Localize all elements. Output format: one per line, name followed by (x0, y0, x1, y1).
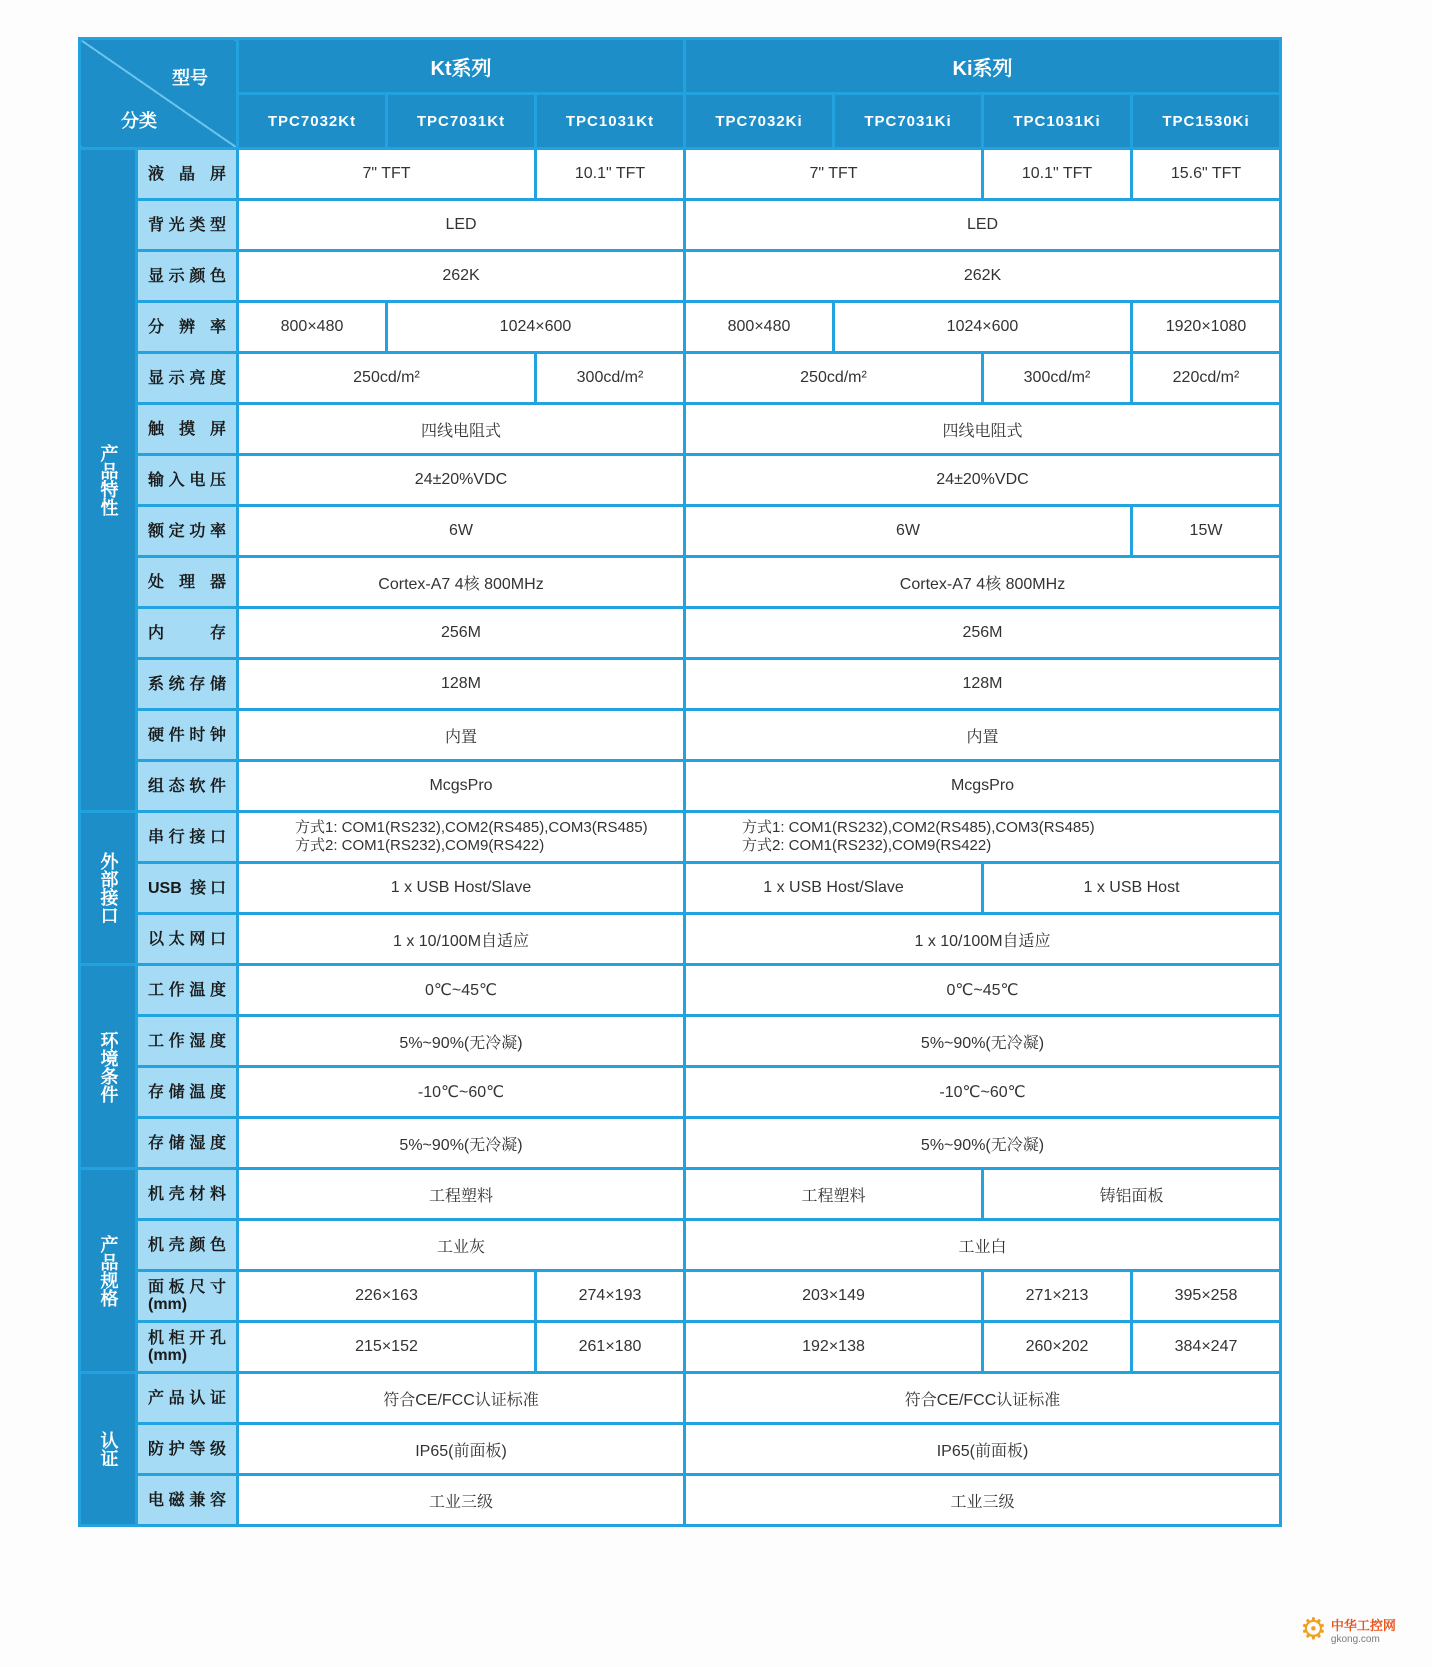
spec-value: 300cd/m² (536, 353, 685, 404)
row-label: 机柜开孔(mm) (137, 1322, 238, 1373)
row-label: 机壳材料 (137, 1169, 238, 1220)
spec-value: 0℃~45℃ (685, 965, 1281, 1016)
spec-row (80, 608, 1281, 659)
row-label: 触摸屏 (137, 404, 238, 455)
spec-value: 5%~90%(无冷凝) (238, 1118, 685, 1169)
spec-value: 内置 (685, 710, 1281, 761)
row-label: 工作湿度 (137, 1016, 238, 1067)
spec-value: 内置 (238, 710, 685, 761)
spec-row (80, 710, 1281, 761)
model-header: TPC1031Kt (536, 94, 685, 149)
spec-value: 260×202 (983, 1322, 1132, 1373)
row-label: 处理器 (137, 557, 238, 608)
watermark-logo (1300, 1615, 1396, 1645)
spec-value: 7" TFT (685, 149, 983, 200)
row-label: 机壳颜色 (137, 1220, 238, 1271)
spec-value: 工业灰 (238, 1220, 685, 1271)
spec-row (80, 761, 1281, 812)
row-label: 液晶屏 (137, 149, 238, 200)
spec-value: 工业白 (685, 1220, 1281, 1271)
spec-value: -10℃~60℃ (685, 1067, 1281, 1118)
spec-value: 1024×600 (834, 302, 1132, 353)
row-label: 存储湿度 (137, 1118, 238, 1169)
spec-value: 1 x USB Host (983, 863, 1281, 914)
spec-value: IP65(前面板) (238, 1424, 685, 1475)
spec-value: 300cd/m² (983, 353, 1132, 404)
spec-value (238, 812, 685, 863)
spec-value: 250cd/m² (685, 353, 983, 404)
spec-value: 工程塑料 (685, 1169, 983, 1220)
spec-value: 192×138 (685, 1322, 983, 1373)
spec-value: 7" TFT (238, 149, 536, 200)
spec-value: 工程塑料 (238, 1169, 685, 1220)
group-label: 产品特性 (80, 149, 137, 812)
watermark-domain: gkong.com (1330, 1634, 1380, 1645)
spec-value: 262K (238, 251, 685, 302)
spec-value: 四线电阻式 (685, 404, 1281, 455)
spec-value-line: 方式2: COM1(RS232),COM9(RS422) (742, 837, 992, 854)
spec-row (80, 200, 1281, 251)
model-header: TPC7031Kt (387, 94, 536, 149)
spec-row (80, 455, 1281, 506)
group-label: 外部接口 (80, 812, 137, 965)
spec-value: 符合CE/FCC认证标准 (685, 1373, 1281, 1424)
spec-value: 274×193 (536, 1271, 685, 1322)
spec-row (80, 914, 1281, 965)
row-label: USB 接口 (137, 863, 238, 914)
spec-value: 铸铝面板 (983, 1169, 1281, 1220)
spec-value: 800×480 (238, 302, 387, 353)
spec-value: LED (238, 200, 685, 251)
spec-value (685, 812, 1281, 863)
spec-row (80, 1220, 1281, 1271)
spec-value: 10.1" TFT (536, 149, 685, 200)
spec-value: 1 x USB Host/Slave (238, 863, 685, 914)
group-label: 产品规格 (80, 1169, 137, 1373)
row-label: 背光类型 (137, 200, 238, 251)
spec-value: 384×247 (1132, 1322, 1281, 1373)
spec-value: 24±20%VDC (685, 455, 1281, 506)
row-label: 以太网口 (137, 914, 238, 965)
row-label: 内存 (137, 608, 238, 659)
spec-value: 128M (238, 659, 685, 710)
spec-row (80, 302, 1281, 353)
spec-value: 128M (685, 659, 1281, 710)
spec-value: McgsPro (238, 761, 685, 812)
spec-value: 395×258 (1132, 1271, 1281, 1322)
spec-value: 1024×600 (387, 302, 685, 353)
spec-value-line: 方式1: COM1(RS232),COM2(RS485),COM3(RS485) (742, 819, 1095, 836)
spec-value: 5%~90%(无冷凝) (685, 1118, 1281, 1169)
spec-value: 5%~90%(无冷凝) (685, 1016, 1281, 1067)
spec-row (80, 404, 1281, 455)
spec-row (80, 1373, 1281, 1424)
row-label: 硬件时钟 (137, 710, 238, 761)
model-header: TPC7031Ki (834, 94, 983, 149)
spec-row (80, 149, 1281, 200)
group-label: 认证 (80, 1373, 137, 1526)
spec-row (80, 1016, 1281, 1067)
spec-value: 15W (1132, 506, 1281, 557)
row-label: 电磁兼容 (137, 1475, 238, 1526)
spec-value: Cortex-A7 4核 800MHz (685, 557, 1281, 608)
spec-row (80, 353, 1281, 404)
spec-value: -10℃~60℃ (238, 1067, 685, 1118)
spec-value: 5%~90%(无冷凝) (238, 1016, 685, 1067)
group-label: 环境条件 (80, 965, 137, 1169)
spec-value: 符合CE/FCC认证标准 (238, 1373, 685, 1424)
spec-row (80, 863, 1281, 914)
row-label: 输入电压 (137, 455, 238, 506)
spec-row (80, 659, 1281, 710)
spec-body (80, 149, 1281, 1526)
model-header: TPC1031Ki (983, 94, 1132, 149)
row-label: 串行接口 (137, 812, 238, 863)
row-label: 组态软件 (137, 761, 238, 812)
spec-value: 24±20%VDC (238, 455, 685, 506)
row-label: 显示亮度 (137, 353, 238, 404)
spec-value: 250cd/m² (238, 353, 536, 404)
spec-row (80, 1475, 1281, 1526)
row-label: 显示颜色 (137, 251, 238, 302)
spec-value-line: 方式2: COM1(RS232),COM9(RS422) (295, 837, 545, 854)
spec-row (80, 557, 1281, 608)
spec-value: 1 x 10/100M自适应 (238, 914, 685, 965)
spec-row (80, 1271, 1281, 1322)
spec-value: 6W (685, 506, 1132, 557)
corner-model-label: 型号 (172, 68, 208, 88)
row-label: 产品认证 (137, 1373, 238, 1424)
spec-value: 215×152 (238, 1322, 536, 1373)
spec-value: 四线电阻式 (238, 404, 685, 455)
spec-value: 工业三级 (238, 1475, 685, 1526)
spec-value-line: 方式1: COM1(RS232),COM2(RS485),COM3(RS485) (295, 819, 648, 836)
row-label: 系统存储 (137, 659, 238, 710)
series-header-ki: Ki系列 (685, 39, 1281, 94)
spec-value: 15.6" TFT (1132, 149, 1281, 200)
row-label: 工作温度 (137, 965, 238, 1016)
spec-value: 1920×1080 (1132, 302, 1281, 353)
spec-value: 800×480 (685, 302, 834, 353)
row-label: 分辨率 (137, 302, 238, 353)
spec-value: 256M (238, 608, 685, 659)
row-label: 额定功率 (137, 506, 238, 557)
model-header: TPC7032Ki (685, 94, 834, 149)
corner-category-label: 分类 (121, 111, 157, 131)
row-label: 防护等级 (137, 1424, 238, 1475)
header-corner (80, 39, 238, 149)
model-header: TPC1530Ki (1132, 94, 1281, 149)
spec-value: 226×163 (238, 1271, 536, 1322)
spec-row (80, 1169, 1281, 1220)
spec-row (80, 812, 1281, 863)
spec-row (80, 1118, 1281, 1169)
spec-value: 203×149 (685, 1271, 983, 1322)
spec-row (80, 1322, 1281, 1373)
spec-value: 220cd/m² (1132, 353, 1281, 404)
spec-value: 工业三级 (685, 1475, 1281, 1526)
spec-row (80, 1067, 1281, 1118)
spec-value: 10.1" TFT (983, 149, 1132, 200)
spec-value: 261×180 (536, 1322, 685, 1373)
spec-row (80, 251, 1281, 302)
series-header-kt: Kt系列 (238, 39, 685, 94)
watermark-name: 中华工控网 (1330, 1618, 1396, 1633)
spec-value: 271×213 (983, 1271, 1132, 1322)
spec-value: LED (685, 200, 1281, 251)
spec-value: 0℃~45℃ (238, 965, 685, 1016)
spec-value: Cortex-A7 4核 800MHz (238, 557, 685, 608)
spec-value: 262K (685, 251, 1281, 302)
spec-row (80, 1424, 1281, 1475)
model-header: TPC7032Kt (238, 94, 387, 149)
spec-table (78, 37, 1282, 1527)
spec-value: 1 x 10/100M自适应 (685, 914, 1281, 965)
spec-row (80, 965, 1281, 1016)
spec-value: 6W (238, 506, 685, 557)
spec-row (80, 506, 1281, 557)
row-label: 存储温度 (137, 1067, 238, 1118)
row-label: 面板尺寸(mm) (137, 1271, 238, 1322)
spec-value: IP65(前面板) (685, 1424, 1281, 1475)
spec-value: McgsPro (685, 761, 1281, 812)
gear-icon: ⚙ (1300, 1613, 1327, 1646)
spec-value: 256M (685, 608, 1281, 659)
spec-value: 1 x USB Host/Slave (685, 863, 983, 914)
